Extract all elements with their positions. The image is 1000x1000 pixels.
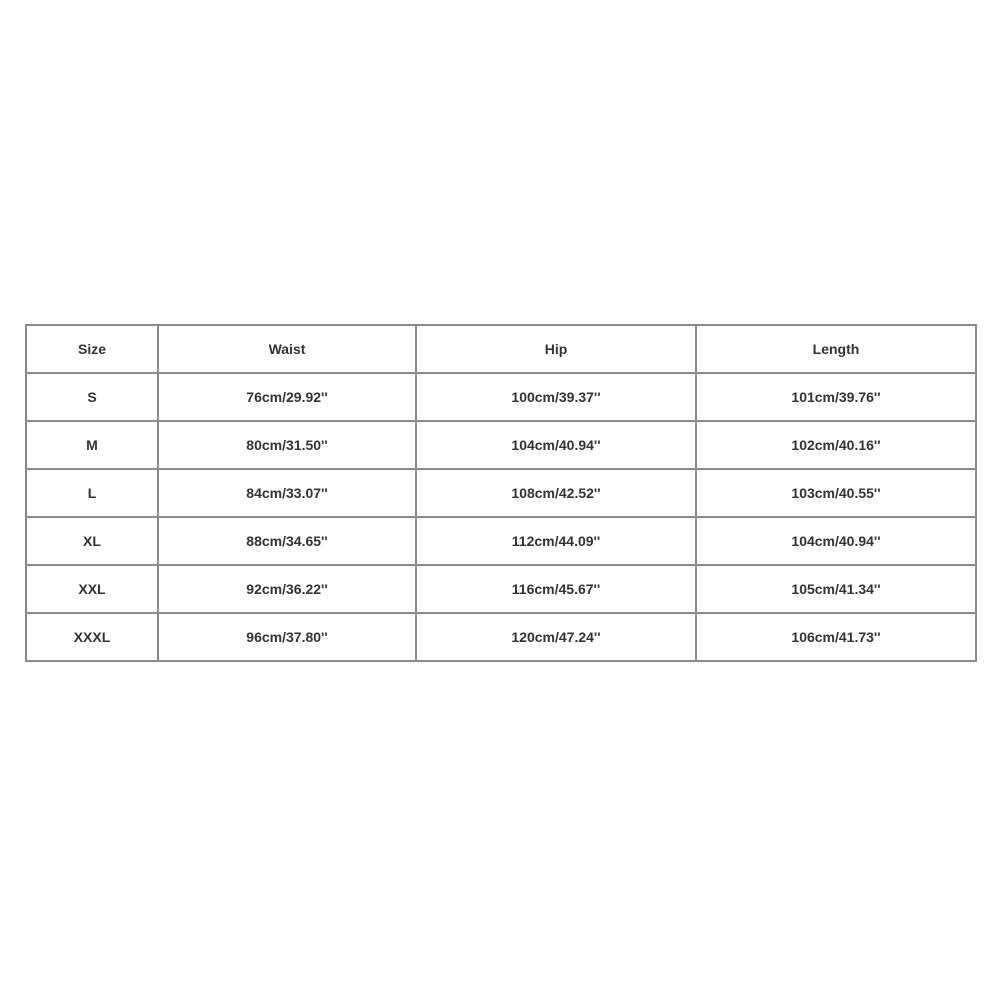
header-hip: Hip [416, 325, 696, 373]
cell-hip: 100cm/39.37'' [416, 373, 696, 421]
cell-hip: 108cm/42.52'' [416, 469, 696, 517]
table-row [26, 421, 976, 469]
cell-hip: 112cm/44.09'' [416, 517, 696, 565]
cell-waist: 92cm/36.22'' [158, 565, 416, 613]
cell-size: XXL [26, 565, 158, 613]
cell-size: L [26, 469, 158, 517]
cell-hip: 104cm/40.94'' [416, 421, 696, 469]
header-length: Length [696, 325, 976, 373]
size-chart-table [25, 324, 977, 662]
cell-waist: 84cm/33.07'' [158, 469, 416, 517]
cell-waist: 80cm/31.50'' [158, 421, 416, 469]
table-row [26, 373, 976, 421]
header-waist: Waist [158, 325, 416, 373]
cell-waist: 96cm/37.80'' [158, 613, 416, 661]
cell-length: 104cm/40.94'' [696, 517, 976, 565]
table-row [26, 469, 976, 517]
cell-waist: 88cm/34.65'' [158, 517, 416, 565]
cell-length: 103cm/40.55'' [696, 469, 976, 517]
cell-size: XXXL [26, 613, 158, 661]
cell-size: S [26, 373, 158, 421]
cell-waist: 76cm/29.92'' [158, 373, 416, 421]
cell-length: 106cm/41.73'' [696, 613, 976, 661]
cell-hip: 120cm/47.24'' [416, 613, 696, 661]
cell-size: XL [26, 517, 158, 565]
table-header-row [26, 325, 976, 373]
cell-length: 105cm/41.34'' [696, 565, 976, 613]
table-row [26, 613, 976, 661]
cell-length: 101cm/39.76'' [696, 373, 976, 421]
cell-size: M [26, 421, 158, 469]
cell-hip: 116cm/45.67'' [416, 565, 696, 613]
table-row [26, 565, 976, 613]
table-row [26, 517, 976, 565]
cell-length: 102cm/40.16'' [696, 421, 976, 469]
header-size: Size [26, 325, 158, 373]
